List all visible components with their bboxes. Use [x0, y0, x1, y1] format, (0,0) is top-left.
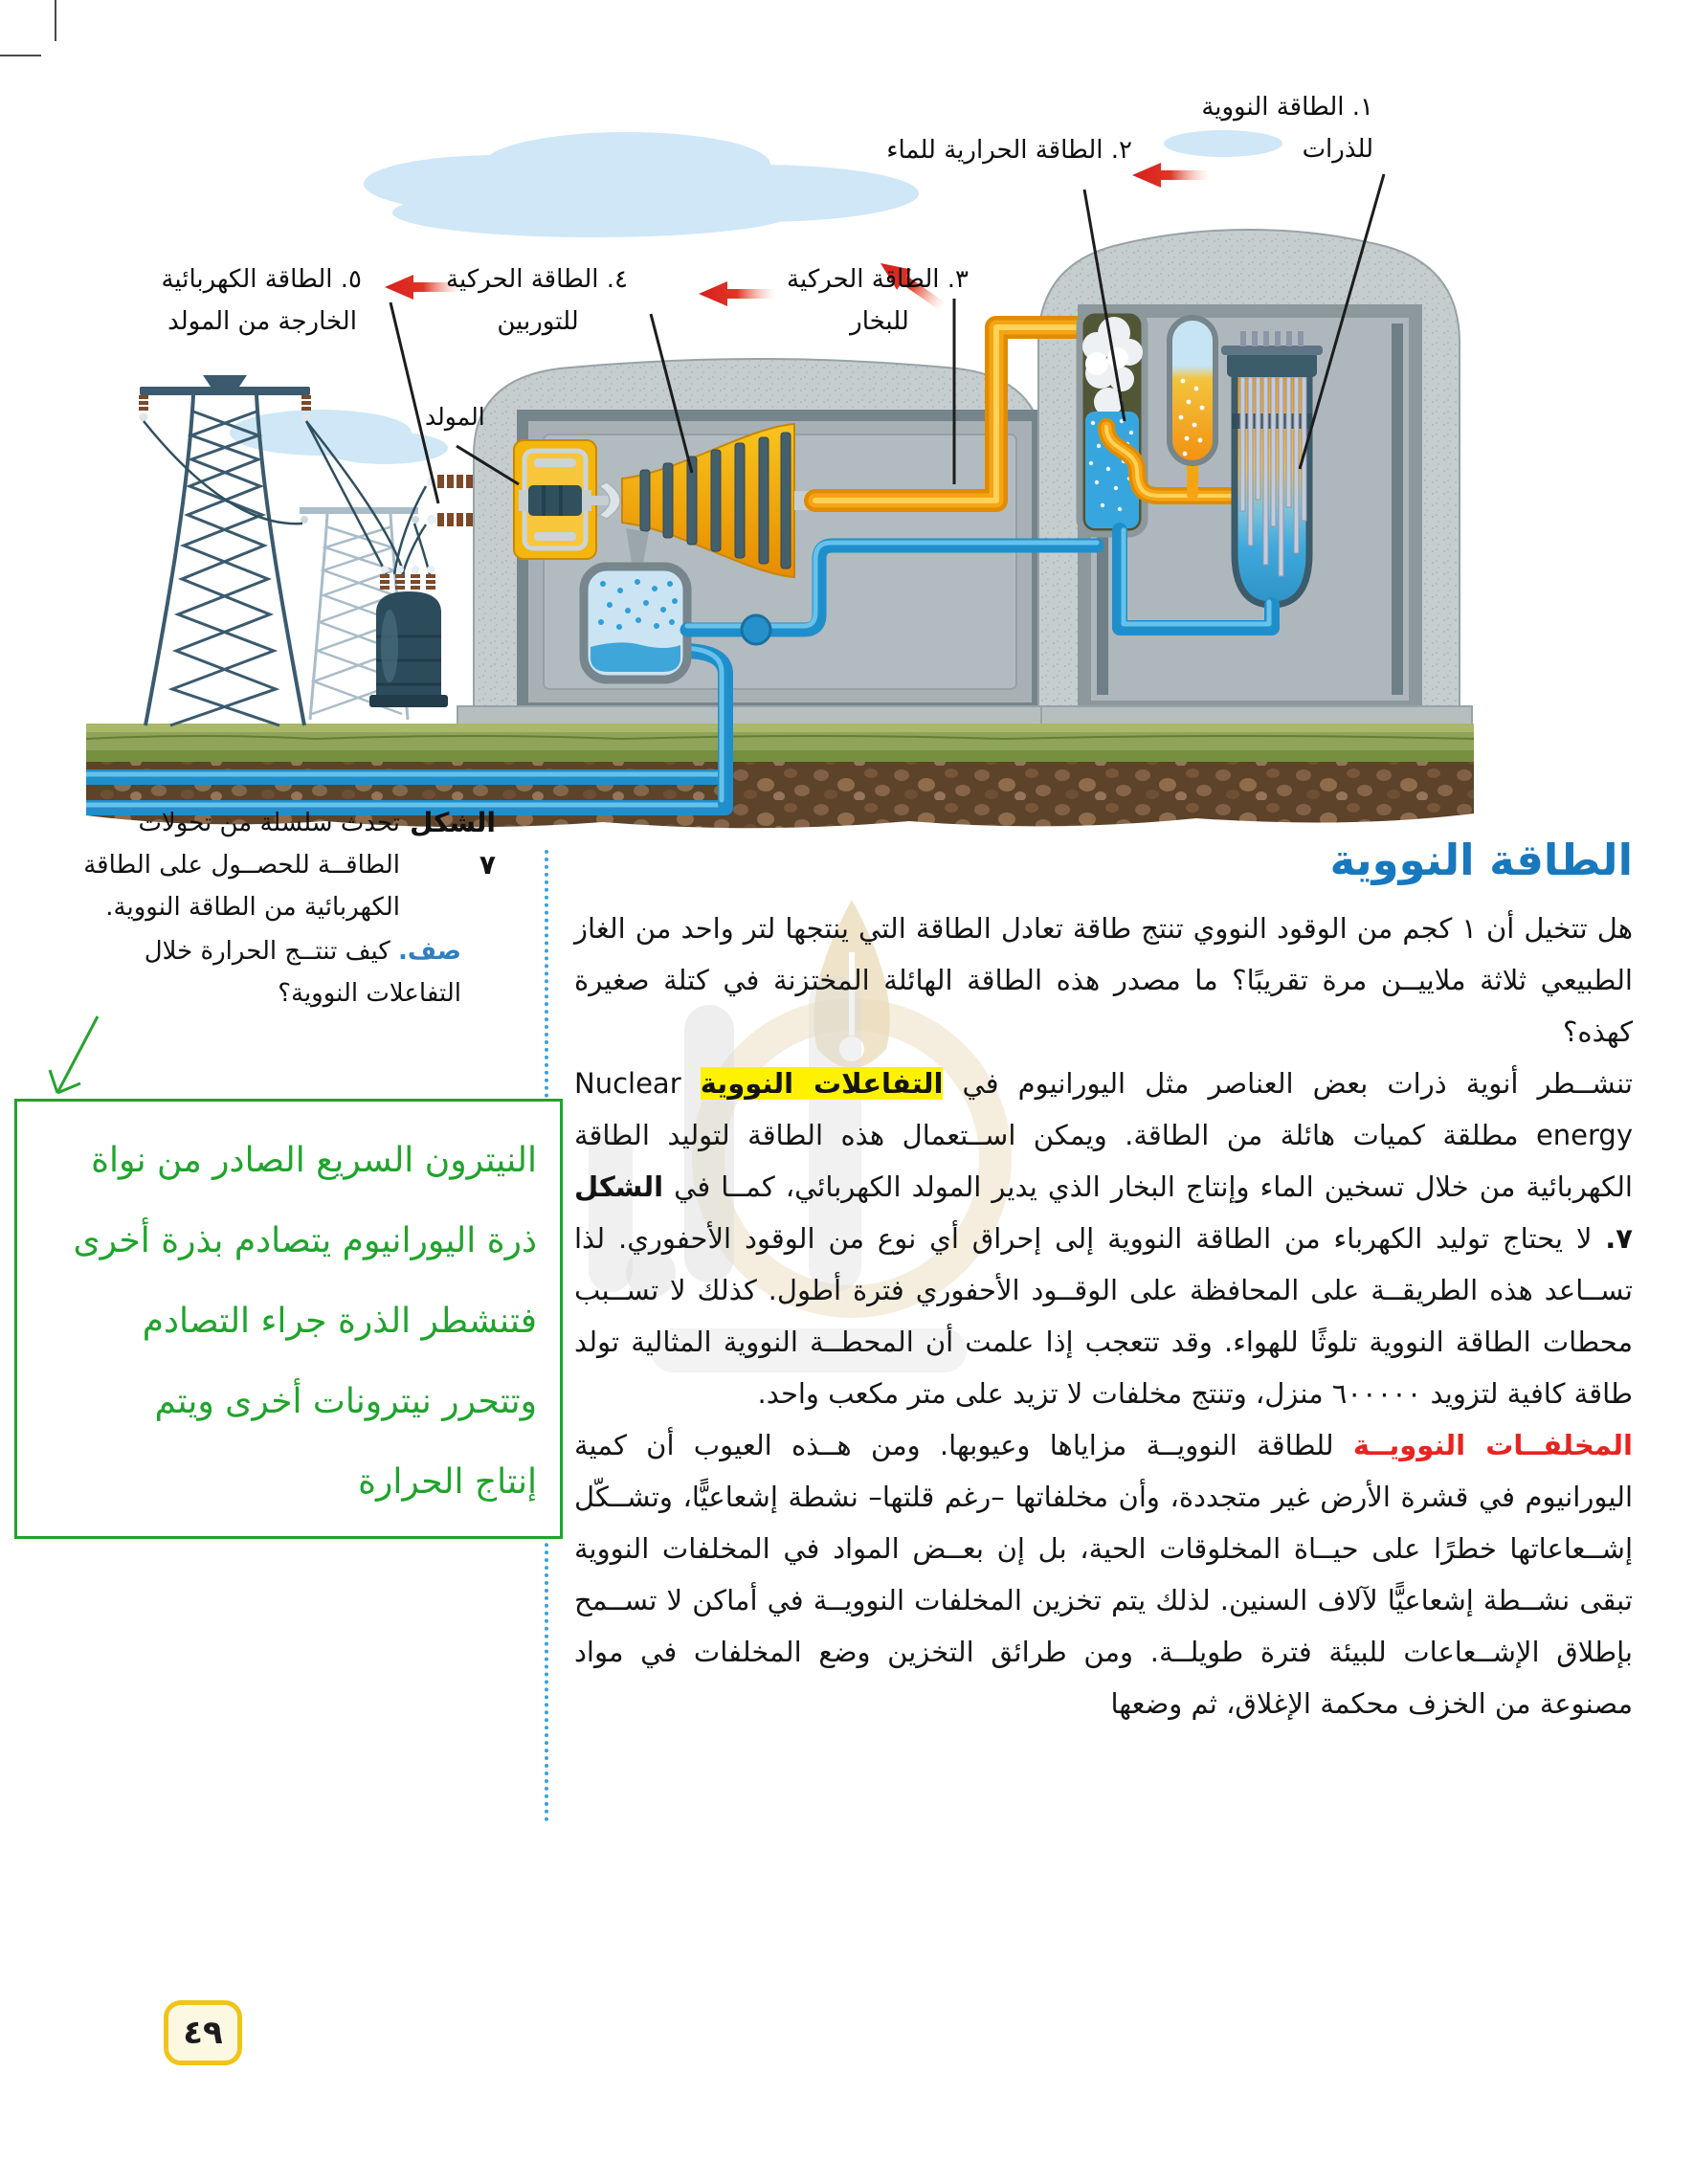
- note-line: النيترون السريع الصادر من نواة: [91, 1141, 537, 1180]
- p2-text: Nuclear energy مطلقة كميات هائلة من الطاقة. ويمكن اســتعمال هذه الطاقة لتوليد الطاقة الكهربائية من خلال تسخين الماء وإنتاج البخار الذي يدير المولد الكهربائي، كمــا في: [574, 1067, 1633, 1203]
- figure-caption: [75, 802, 496, 1014]
- red-arrow-icon: [699, 281, 775, 306]
- pressurizer-icon: [1170, 318, 1215, 463]
- diagram-label-4: ٤. الطاقة الحركية للتوربين: [446, 265, 628, 336]
- page-title: الطاقة النووية: [1329, 835, 1633, 885]
- p2-text: تنشــطر أنوية ذرات بعض العناصر مثل اليورانيوم في: [943, 1067, 1634, 1100]
- transformer-icon: [369, 566, 448, 707]
- note-line: وتتحرر نيترونات أخرى ويتم: [154, 1382, 537, 1421]
- highlighted-term: التفاعلات النووية: [700, 1067, 944, 1100]
- diagram-label-generator: المولد: [425, 403, 485, 431]
- student-note-box: [14, 1099, 563, 1539]
- paragraph-2: [574, 1058, 1633, 1419]
- green-arrow-icon: [38, 1011, 115, 1106]
- grass: [86, 724, 1474, 764]
- paragraph-3: [574, 1419, 1633, 1729]
- caption-prompt: [75, 930, 461, 1014]
- p3-text: للطاقة النوويــة مزاياها وعيوبها. ومن هــذه العيوب أن كمية اليورانيوم في قشرة الأرض غير متجددة، وأن مخلفاتها –رغم قلتها– نشطة إشعاعيًّا، وتشــكّل إشــعاعاتها خطرًا على حيــاة المخلوقات الحية، بل إن بعــض المواد في المخلفات النووية تبقى نشــطة إشعاعيًّا لآلاف السنين. لذلك يتم تخزين المخلفات النوويــة في أماكن لا تســمح بإطلاق الإشــعاعات للبيئة فترة طويلــة. ومن طرائق التخزين وضع المخلفات في مواد مصنوعة من الخزف محكمة الإغلاق، ثم وضعها: [574, 1429, 1633, 1720]
- paragraph-1: هل تتخيل أن ١ كجم من الوقود النووي تنتج طاقة تعادل الطاقة التي ينتجها لتر واحد من الغاز الطبيعي ثلاثة ملاييــن مرة تقريبًا؟ ما مصدر هذه الطاقة الهائلة المختزنة في كتلة صغيرة كهذه؟: [574, 912, 1633, 1048]
- note-line: إنتاج الحرارة: [358, 1462, 537, 1502]
- condenser-icon: [584, 567, 687, 680]
- crop-mark-vertical: [55, 0, 56, 41]
- figure-reference: الشكل ٧.: [574, 1170, 1633, 1255]
- diagram-label-5: ٥. الطاقة الكهربائية الخارجة من المولد: [161, 265, 362, 336]
- diagram-label-2: ٢. الطاقة الحرارية للماء: [886, 136, 1132, 165]
- power-plant-diagram: [86, 77, 1474, 833]
- page-number-badge: ٤٩: [164, 2000, 242, 2065]
- diagram-label-3: ٣. الطاقة الحركية للبخار: [787, 265, 969, 336]
- crop-mark-horizontal: [0, 55, 41, 56]
- reactor-vessel-icon: [1221, 331, 1323, 605]
- article: [574, 835, 1633, 1729]
- figure-number: الشكل ٧: [410, 807, 496, 880]
- prompt-question: كيف تنتــج الحرارة خلال التفاعلات النووية؟: [144, 937, 461, 1008]
- keyword-red-lead: المخلفــات النوويــة: [1352, 1429, 1633, 1461]
- note-line: ذرة اليورانيوم يتصادم بذرة أخرى: [73, 1221, 537, 1260]
- note-line: فتنشطر الذرة جراء التصادم: [142, 1302, 537, 1341]
- figure-caption-text: تحدث سلسلة من تحولات الطاقــة للحصــول على الطاقة الكهربائية من الطاقة النووية.: [83, 809, 400, 922]
- p2-text: لا يحتاج توليد الكهرباء من الطاقة النووية إلى إحراق أي نوع من الوقود الأحفوري. لذا تســاعد هذه الطريقــة على المحافظة على الوقــود الأحفوري فترة أطول. كذلك لا تســبب محطات الطاقة النووية تلوثًا للهواء. وقد تتعجب إذا علمت أن المحطــة النووية المثالية تولد طاقة كافية لتزويد ٦٠٠٠٠٠ منزل، وتنتج مخلفات لا تزيد على متر مكعب واحد.: [574, 1222, 1633, 1410]
- diagram-label-1: ١. الطاقة النووية للذرات: [1201, 93, 1373, 164]
- prompt-verb: صف.: [398, 937, 461, 966]
